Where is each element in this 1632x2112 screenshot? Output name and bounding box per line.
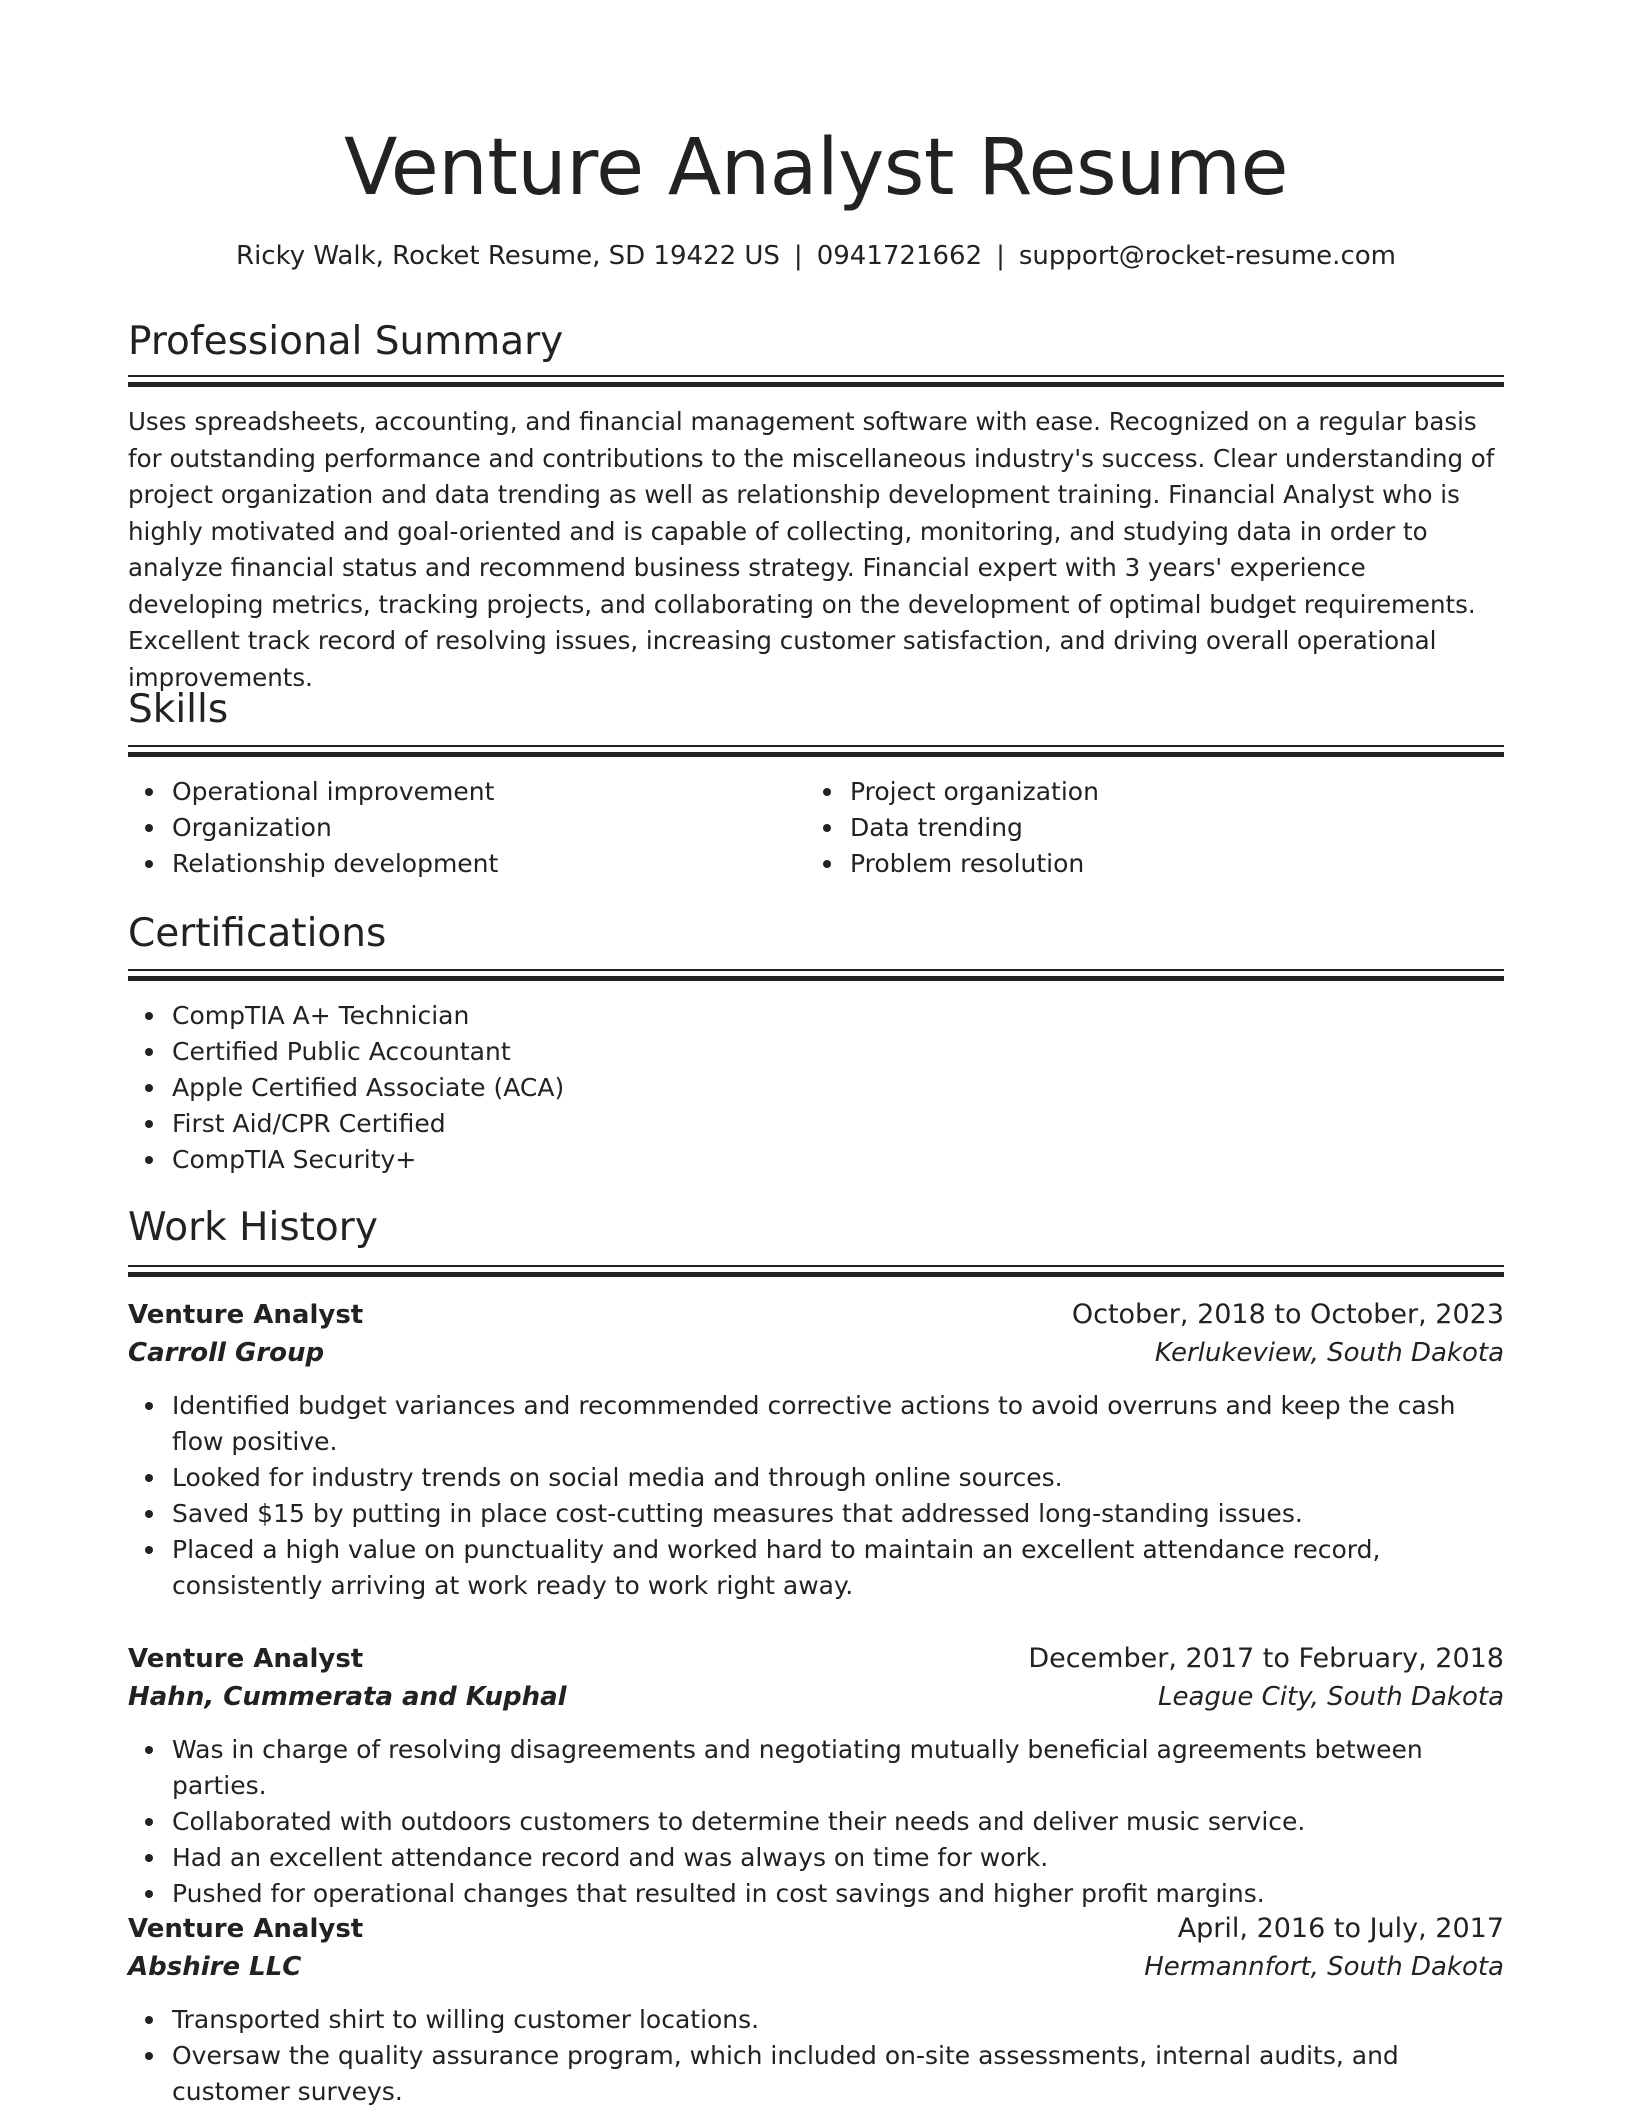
job-bullets: [128, 1732, 1504, 1912]
job-title: Venture Analyst: [128, 1644, 364, 1674]
contact-line: [128, 238, 1504, 274]
job-subheader: [128, 1334, 1504, 1372]
work-history-heading: Work History: [128, 1205, 378, 1250]
job-bullet: Placed a high value on punctuality and worked hard to maintain an excellent attendance record, consistently arriving at work ready to work right away.: [172, 1532, 1504, 1604]
job-dates: December, 2017 to February, 2018: [1028, 1643, 1504, 1674]
certification-item: Apple Certified Associate (ACA): [172, 1070, 1472, 1106]
job-dates: April, 2016 to July, 2017: [1177, 1913, 1504, 1944]
skill-item: Relationship development: [172, 846, 802, 882]
certifications-list: [128, 998, 1472, 1178]
section-divider: [128, 969, 1504, 981]
summary-heading: Professional Summary: [128, 319, 564, 364]
contact-separator: |: [793, 241, 803, 271]
section-divider: [128, 1265, 1504, 1277]
skills-heading: Skills: [128, 687, 229, 732]
section-divider: [128, 745, 1504, 757]
job-company: Abshire LLC: [128, 1952, 302, 1982]
job-company: Hahn, Cummerata and Kuphal: [128, 1682, 567, 1712]
job-location: Kerlukeview, South Dakota: [1154, 1338, 1504, 1368]
job-bullet: Had an excellent attendance record and was always on time for work.: [172, 1840, 1504, 1876]
certifications-heading: Certifications: [128, 911, 387, 956]
skill-item: Operational improvement: [172, 774, 802, 810]
job-bullet: Saved $15 by putting in place cost-cutting measures that addressed long-standing issues.: [172, 1496, 1504, 1532]
job-location: Hermannfort, South Dakota: [1144, 1952, 1504, 1982]
job-bullets: [128, 2002, 1504, 2110]
job-company: Carroll Group: [128, 1338, 325, 1368]
contact-address: Ricky Walk, Rocket Resume, SD 19422 US: [236, 241, 780, 271]
section-divider: [128, 375, 1504, 387]
job-header: [128, 1910, 1504, 1948]
job-bullet: Oversaw the quality assurance program, which included on-site assessments, internal audits, and customer surveys.: [172, 2038, 1504, 2110]
job-bullet: Identified budget variances and recommended corrective actions to avoid overruns and keep the cash flow positive.: [172, 1388, 1504, 1460]
skill-item: Data trending: [850, 810, 1500, 846]
certification-item: First Aid/CPR Certified: [172, 1106, 1472, 1142]
skill-item: Problem resolution: [850, 846, 1500, 882]
job-location: League City, South Dakota: [1158, 1682, 1504, 1712]
summary-text: Uses spreadsheets, accounting, and financial management software with ease. Recognized on a regular basis for outstanding performance and contributions to the miscellaneous industry's success. Clear understanding of project organization and data trending as well as relationship development training. Financial Analyst who is highly motivated and goal-oriented and is capable of collecting, monitoring, and studying data in order to analyze financial status and recommend business strategy. Financial expert with 3 years' experience developing metrics, tracking projects, and collaborating on the development of optimal budget requirements. Excellent track record of resolving issues, increasing customer satisfaction, and driving overall operational improvements.: [128, 407, 1495, 692]
skill-item: Organization: [172, 810, 802, 846]
skill-item: Project organization: [850, 774, 1500, 810]
certification-item: CompTIA Security+: [172, 1142, 1472, 1178]
contact-phone: 0941721662: [816, 241, 983, 271]
certification-item: Certified Public Accountant: [172, 1034, 1472, 1070]
skills-list-right: [806, 774, 1500, 882]
job-dates: October, 2018 to October, 2023: [1071, 1299, 1504, 1330]
job-bullet: Looked for industry trends on social media and through online sources.: [172, 1460, 1504, 1496]
job-header: [128, 1640, 1504, 1678]
job-title: Venture Analyst: [128, 1914, 364, 1944]
job-bullet: Pushed for operational changes that resulted in cost savings and higher profit margins.: [172, 1876, 1504, 1912]
contact-separator: |: [996, 241, 1005, 271]
contact-email[interactable]: support@rocket-resume.com: [1018, 241, 1396, 271]
job-bullet: Transported shirt to willing customer locations.: [172, 2002, 1504, 2038]
job-subheader: [128, 1678, 1504, 1716]
skills-list-left: [128, 774, 802, 882]
job-bullets: [128, 1388, 1504, 1604]
certification-item: CompTIA A+ Technician: [172, 998, 1472, 1034]
resume-title: Venture Analyst Resume: [343, 123, 1289, 213]
job-title: Venture Analyst: [128, 1300, 364, 1330]
job-bullet: Was in charge of resolving disagreements and negotiating mutually beneficial agreements between parties.: [172, 1732, 1504, 1804]
job-header: [128, 1296, 1504, 1334]
job-subheader: [128, 1948, 1504, 1986]
job-bullet: Collaborated with outdoors customers to determine their needs and deliver music service.: [172, 1804, 1504, 1840]
